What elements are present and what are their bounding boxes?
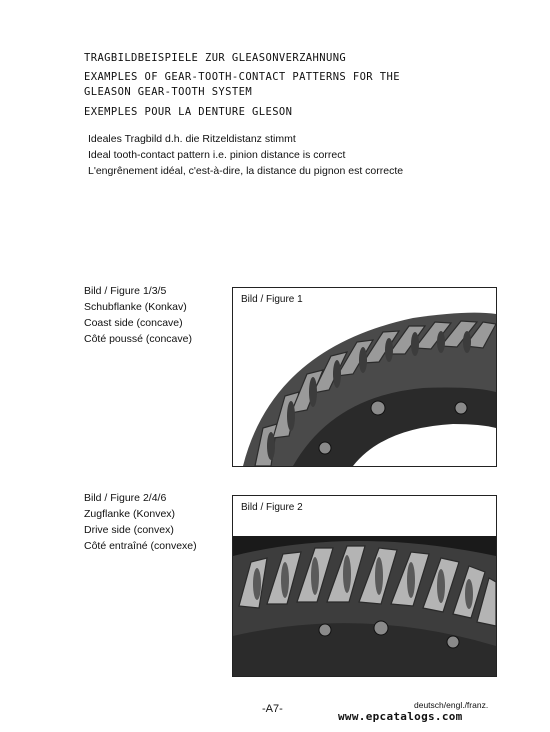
title-english-line1: EXAMPLES OF GEAR-TOOTH-CONTACT PATTERNS FOR THE xyxy=(84,71,400,83)
intro-german: Ideales Tragbild d.h. die Ritzeldistanz stimmt xyxy=(88,133,296,145)
section2-german: Zugflanke (Konvex) xyxy=(84,508,176,520)
section1-german: Schubflanke (Konkav) xyxy=(84,301,187,313)
bevel-gear-coast-side-image xyxy=(233,288,496,466)
figure1-label: Bild / Figure 1 xyxy=(241,294,303,305)
section1-french: Côté poussé (concave) xyxy=(84,333,192,345)
page-number: -A7- xyxy=(262,703,283,715)
section1-english: Coast side (concave) xyxy=(84,317,183,329)
title-german: TRAGBILDBEISPIELE ZUR GLEASONVERZAHNUNG xyxy=(84,52,347,64)
website-watermark: www.epcatalogs.com xyxy=(338,710,463,723)
intro-english: Ideal tooth-contact pattern i.e. pinion distance is correct xyxy=(88,149,346,161)
section2-title: Bild / Figure 2/4/6 xyxy=(84,492,167,504)
section2-english: Drive side (convex) xyxy=(84,524,174,536)
section2-french: Côté entraîné (convexe) xyxy=(84,540,197,552)
title-french: EXEMPLES POUR LA DENTURE GLESON xyxy=(84,106,293,118)
figure2-photo xyxy=(232,495,497,677)
intro-french: L'engrênement idéal, c'est-à-dire, la distance du pignon est correcte xyxy=(88,165,404,177)
figure1-photo xyxy=(232,287,497,467)
figure2-label: Bild / Figure 2 xyxy=(241,502,303,513)
title-english-line2: GLEASON GEAR-TOOTH SYSTEM xyxy=(84,86,253,98)
language-note: deutsch/engl./franz. xyxy=(414,700,489,710)
section1-title: Bild / Figure 1/3/5 xyxy=(84,285,167,297)
bevel-gear-drive-side-image xyxy=(233,496,496,676)
